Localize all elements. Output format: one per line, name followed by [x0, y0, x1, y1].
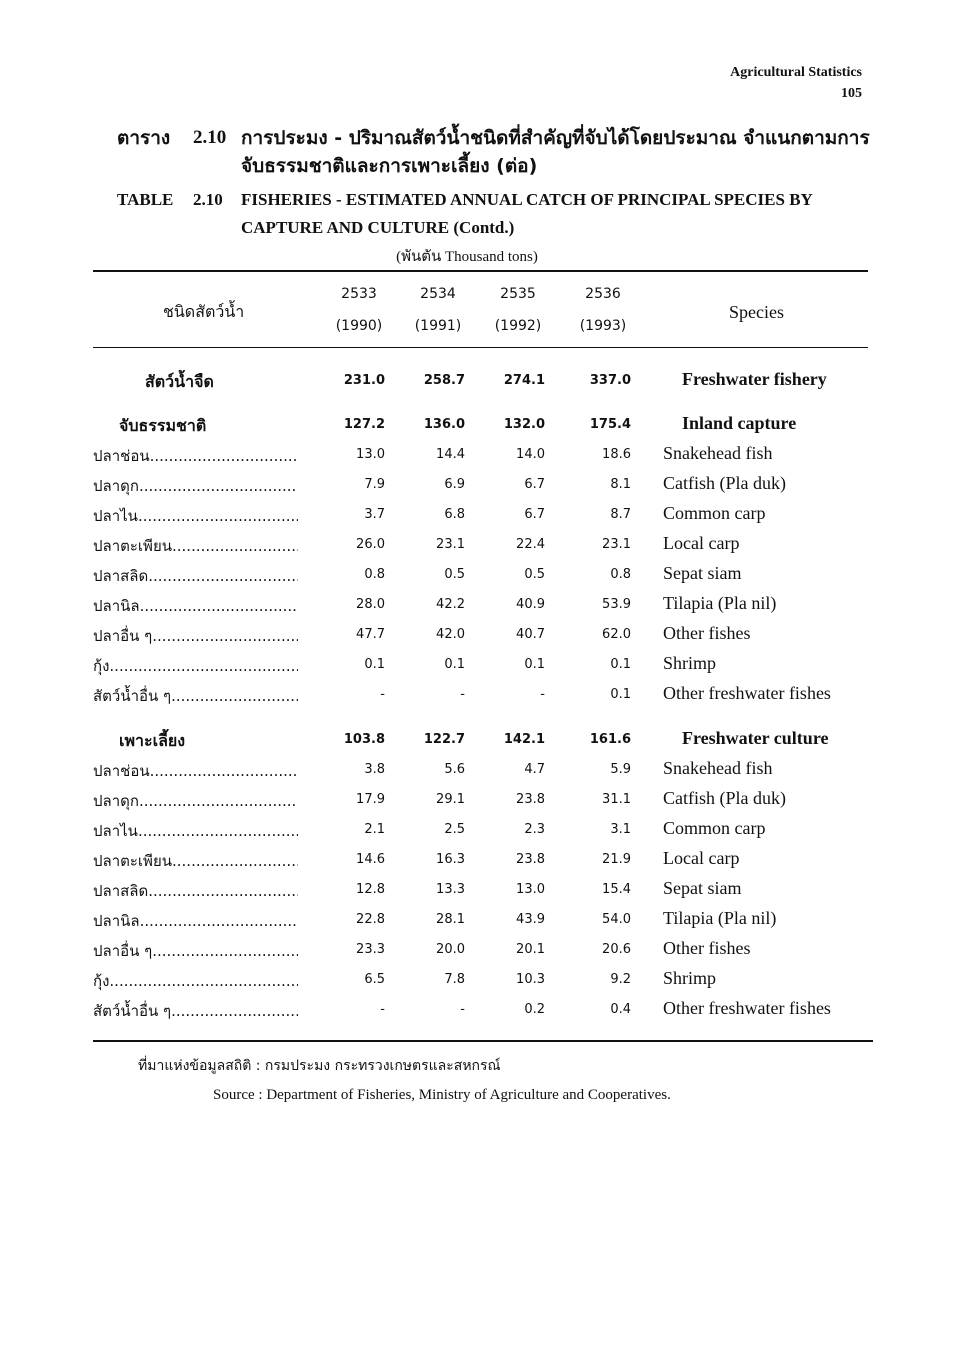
value-cell: 103.8: [343, 732, 385, 747]
value-cell: 337.0: [589, 373, 631, 388]
value-cell: 231.0: [343, 373, 385, 388]
value-cell: 0.5: [524, 567, 545, 582]
value-cell: 42.2: [436, 597, 465, 612]
table-row: [93, 560, 868, 590]
thai-species-label: ปลาอื่น ๆ .....: [93, 624, 298, 648]
value-cell: 20.0: [436, 942, 465, 957]
section-row: [93, 725, 868, 755]
thai-species-label: ปลานิล .....: [93, 909, 298, 933]
source-note: [138, 1055, 858, 1104]
english-species-label: Catfish (Pla duk): [663, 788, 786, 808]
table-row: [93, 500, 868, 530]
thai-species-label: ปลาช่อน .....: [93, 759, 298, 783]
value-cell: 127.2: [343, 417, 385, 432]
table-row: [93, 440, 868, 470]
year-header-ce: (1990): [335, 318, 383, 334]
table-row: [93, 965, 868, 995]
thai-species-label: ปลาตะเพียน .....: [93, 534, 298, 558]
value-cell: 258.7: [423, 373, 465, 388]
value-cell: 2.5: [444, 822, 465, 837]
value-cell: 0.5: [444, 567, 465, 582]
english-species-label: Snakehead fish: [663, 443, 773, 463]
english-species-label: Other freshwater fishes: [663, 998, 831, 1018]
value-cell: 6.5: [364, 972, 385, 987]
table-row: [93, 470, 868, 500]
year-header-be: 2534: [420, 286, 456, 302]
thai-source: ที่มาแห่งข้อมูลสถิติ : กรมประมง กระทรวงเกษตรและสหกรณ์: [138, 1058, 501, 1074]
english-species-label: Shrimp: [663, 653, 717, 673]
value-cell: 23.1: [602, 537, 631, 552]
value-cell: 2.1: [364, 822, 385, 837]
value-cell: 14.0: [516, 447, 545, 462]
publication-name: Agricultural Statistics: [730, 65, 862, 80]
value-cell: 3.1: [610, 822, 631, 837]
value-cell: 13.3: [436, 882, 465, 897]
value-cell: 9.2: [610, 972, 631, 987]
thai-species-label: ปลาสลิด .....: [93, 564, 298, 588]
total-row: [93, 366, 868, 396]
english-title: [117, 186, 877, 242]
value-cell: 6.7: [524, 477, 545, 492]
thai-species-label: ปลาดุก .....: [93, 789, 298, 813]
thai-species-label: กุ้ง .....: [93, 969, 298, 993]
value-cell: 7.9: [364, 477, 385, 492]
value-cell: 13.0: [356, 447, 385, 462]
value-cell: 0.1: [524, 657, 545, 672]
value-cell: 31.1: [602, 792, 631, 807]
thai-title-text: การประมง - ปริมาณสัตว์น้ำชนิดที่สำคัญที่จับได้โดยประมาณ จำแนกตามการจับธรรมชาติและการเพาะเลี้ยง (ต่อ): [241, 127, 870, 177]
english-species-label: Shrimp: [663, 968, 717, 988]
value-cell: -: [380, 687, 385, 702]
value-cell: 3.8: [364, 762, 385, 777]
table-row: [93, 680, 868, 710]
english-species-label: Other fishes: [663, 623, 751, 643]
english-species-label: Sepat siam: [663, 563, 742, 583]
value-cell: 274.1: [503, 373, 545, 388]
bottom-rule: [93, 1040, 873, 1042]
value-cell: 20.1: [516, 942, 545, 957]
value-cell: 0.1: [610, 657, 631, 672]
english-species-label: Snakehead fish: [663, 758, 773, 778]
value-cell: -: [380, 1002, 385, 1017]
thai-species-label: สัตว์น้ำอื่น ๆ .....: [93, 684, 298, 708]
value-cell: 0.1: [364, 657, 385, 672]
value-cell: 13.0: [516, 882, 545, 897]
value-cell: 12.8: [356, 882, 385, 897]
value-cell: 23.1: [436, 537, 465, 552]
value-cell: 0.8: [364, 567, 385, 582]
value-cell: 28.1: [436, 912, 465, 927]
table-row: [93, 935, 868, 965]
table-title: [117, 124, 877, 268]
table-row: [93, 995, 868, 1025]
value-cell: 18.6: [602, 447, 631, 462]
value-cell: 161.6: [589, 732, 631, 747]
value-cell: -: [460, 687, 465, 702]
value-cell: 20.6: [602, 942, 631, 957]
year-header-ce: (1992): [494, 318, 542, 334]
running-head: [730, 62, 862, 104]
english-species-label: Freshwater fishery: [682, 369, 827, 389]
english-species-label: Other freshwater fishes: [663, 683, 831, 703]
value-cell: 23.8: [516, 792, 545, 807]
english-table-number: 2.10: [193, 190, 223, 209]
value-cell: 5.9: [610, 762, 631, 777]
value-cell: 0.1: [444, 657, 465, 672]
table-header: [93, 272, 868, 347]
value-cell: 3.7: [364, 507, 385, 522]
year-header-ce: (1991): [414, 318, 462, 334]
value-cell: 16.3: [436, 852, 465, 867]
table-row: [93, 590, 868, 620]
thai-species-label: ปลาไน .....: [93, 504, 298, 528]
english-source: Source : Department of Fisheries, Ministry of Agriculture and Cooperatives.: [213, 1087, 671, 1103]
thai-species-label: ปลาตะเพียน .....: [93, 849, 298, 873]
english-species-label: Catfish (Pla duk): [663, 473, 786, 493]
english-species-header: Species: [729, 302, 784, 322]
section-row: [93, 410, 868, 440]
value-cell: 47.7: [356, 627, 385, 642]
value-cell: 22.8: [356, 912, 385, 927]
table-row: [93, 785, 868, 815]
value-cell: 23.8: [516, 852, 545, 867]
value-cell: 40.7: [516, 627, 545, 642]
english-table-label: TABLE: [117, 190, 174, 209]
table-row: [93, 875, 868, 905]
thai-species-label: สัตว์น้ำอื่น ๆ .....: [93, 999, 298, 1023]
year-header-be: 2533: [341, 286, 377, 302]
table-row: [93, 650, 868, 680]
value-cell: 8.1: [610, 477, 631, 492]
value-cell: 15.4: [602, 882, 631, 897]
english-species-label: Inland capture: [682, 413, 797, 433]
english-species-label: Common carp: [663, 818, 766, 838]
value-cell: 8.7: [610, 507, 631, 522]
thai-species-label: ปลานิล .....: [93, 594, 298, 618]
value-cell: 175.4: [589, 417, 631, 432]
value-cell: 6.8: [444, 507, 465, 522]
table-row: [93, 620, 868, 650]
value-cell: 14.4: [436, 447, 465, 462]
english-species-label: Other fishes: [663, 938, 751, 958]
thai-species-label: ปลาสลิด .....: [93, 879, 298, 903]
value-cell: 142.1: [503, 732, 545, 747]
value-cell: 0.2: [524, 1002, 545, 1017]
table-row: [93, 530, 868, 560]
english-species-label: Tilapia (Pla nil): [663, 593, 777, 613]
value-cell: 40.9: [516, 597, 545, 612]
thai-species-label: ปลาช่อน .....: [93, 444, 298, 468]
value-cell: 132.0: [503, 417, 545, 432]
english-species-label: Local carp: [663, 848, 740, 868]
year-header-be: 2535: [500, 286, 536, 302]
value-cell: 4.7: [524, 762, 545, 777]
value-cell: 136.0: [423, 417, 465, 432]
value-cell: 22.4: [516, 537, 545, 552]
value-cell: 7.8: [444, 972, 465, 987]
value-cell: 14.6: [356, 852, 385, 867]
thai-species-label: ปลาไน .....: [93, 819, 298, 843]
thai-species-label: จับธรรมชาติ: [119, 416, 207, 435]
value-cell: 54.0: [602, 912, 631, 927]
english-species-label: Tilapia (Pla nil): [663, 908, 777, 928]
thai-title: [117, 124, 877, 180]
english-species-label: Local carp: [663, 533, 740, 553]
table-row: [93, 815, 868, 845]
table-row: [93, 755, 868, 785]
value-cell: 0.1: [610, 687, 631, 702]
thai-species-header: ชนิดสัตว์น้ำ: [163, 302, 245, 321]
value-cell: 2.3: [524, 822, 545, 837]
value-cell: 0.4: [610, 1002, 631, 1017]
value-cell: 43.9: [516, 912, 545, 927]
value-cell: 17.9: [356, 792, 385, 807]
value-cell: 28.0: [356, 597, 385, 612]
value-cell: 122.7: [423, 732, 465, 747]
table-body: [93, 348, 868, 1025]
value-cell: 21.9: [602, 852, 631, 867]
value-cell: -: [540, 687, 545, 702]
thai-species-label: สัตว์น้ำจืด: [145, 372, 214, 391]
value-cell: -: [460, 1002, 465, 1017]
english-species-label: Sepat siam: [663, 878, 742, 898]
value-cell: 0.8: [610, 567, 631, 582]
value-cell: 23.3: [356, 942, 385, 957]
thai-table-number: 2.10: [193, 127, 227, 148]
value-cell: 10.3: [516, 972, 545, 987]
year-header-be: 2536: [585, 286, 621, 302]
table-row: [93, 845, 868, 875]
value-cell: 26.0: [356, 537, 385, 552]
english-species-label: Freshwater culture: [682, 728, 829, 748]
english-title-text: FISHERIES - ESTIMATED ANNUAL CATCH OF PRINCIPAL SPECIES BY CAPTURE AND CULTURE (Contd.): [241, 190, 813, 237]
thai-species-label: กุ้ง .....: [93, 654, 298, 678]
value-cell: 29.1: [436, 792, 465, 807]
year-header-ce: (1993): [579, 318, 627, 334]
value-cell: 62.0: [602, 627, 631, 642]
thai-species-label: ปลาอื่น ๆ .....: [93, 939, 298, 963]
english-species-label: Common carp: [663, 503, 766, 523]
value-cell: 6.7: [524, 507, 545, 522]
value-cell: 42.0: [436, 627, 465, 642]
page-number: 105: [841, 86, 862, 101]
value-cell: 5.6: [444, 762, 465, 777]
value-cell: 53.9: [602, 597, 631, 612]
value-cell: 6.9: [444, 477, 465, 492]
thai-species-label: ปลาดุก .....: [93, 474, 298, 498]
thai-species-label: เพาะเลี้ยง: [119, 731, 186, 750]
catch-table: [93, 270, 868, 1025]
thai-table-label: ตาราง: [117, 127, 171, 149]
unit-label: (พันตัน Thousand tons): [396, 249, 538, 265]
table-row: [93, 905, 868, 935]
